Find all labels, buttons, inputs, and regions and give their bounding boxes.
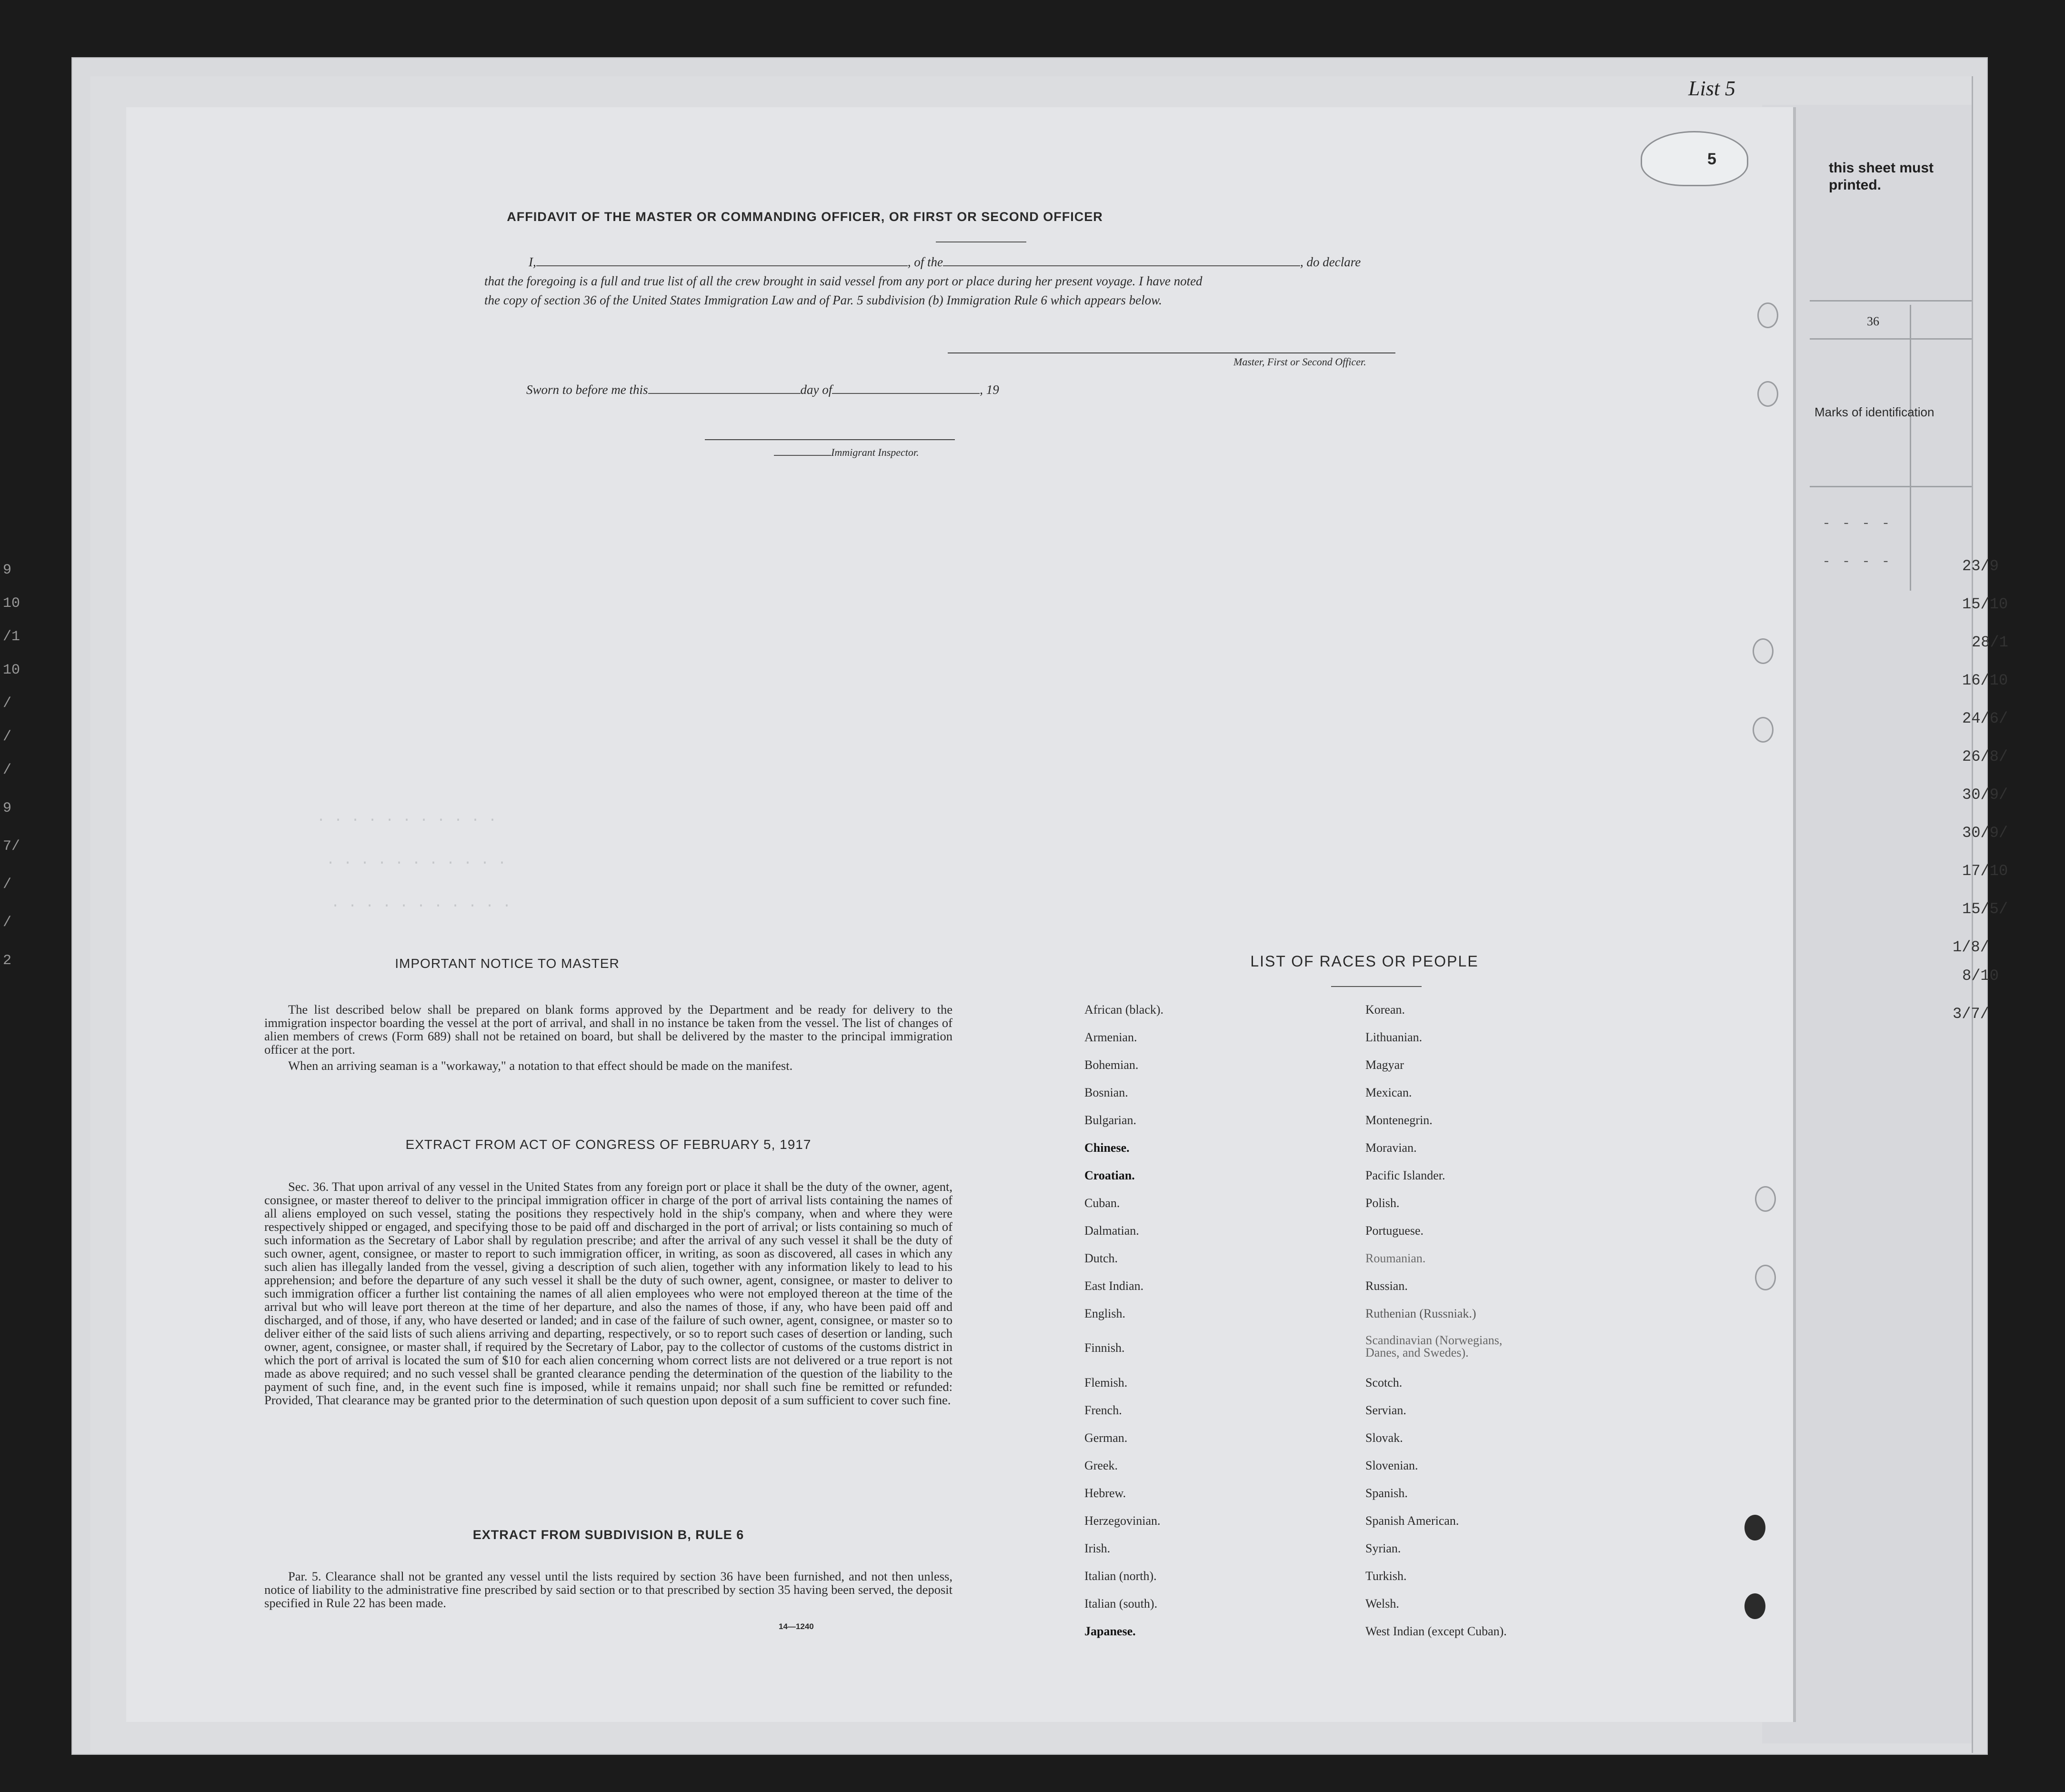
race-right: Servian. [1365,1403,1406,1417]
race-left: Japanese. [1084,1624,1136,1638]
extract-rule-text: Par. 5. Clearance shall not be granted any vessel until the lists required by section 36 have been furnished, and not then unless, notice of liability to the administrative fine prescribed by said section or to that prescribed by section 35 having been served, the deposit specified in Rule 22 has been made. [264,1569,952,1610]
race-left: Flemish. [1084,1376,1128,1389]
races-title: LIST OF RACES OR PEOPLE [1250,953,1479,970]
race-right: Scotch. [1365,1376,1403,1389]
race-right: Ruthenian (Russniak.) [1365,1307,1476,1320]
left-edge-strip: 9 10 /1 10 / / / 9 7/ / / 2 [3,562,20,969]
race-left: African (black). [1084,1003,1164,1017]
punch-hole [1757,302,1778,328]
race-left: Finnish. [1084,1341,1125,1355]
punch-hole [1744,1515,1765,1540]
race-left: Croatian. [1084,1168,1135,1182]
punch-hole [1755,1186,1776,1212]
race-left: Chinese. [1084,1141,1130,1155]
race-left: Italian (south). [1084,1597,1158,1611]
list-label: List 5 [1688,77,1736,100]
notice-text: The list described below shall be prepared on blank forms approved by the Department and be ready for delivery to the immigration inspector boarding the vessel at the port of arrival, and shall in no instance be taken from the vessel. The list of changes of alien members of crews (Form 689) shall not be retained on board, but shall be delivered by the master to the principal immigration officer at the port. When an arriving seaman is a "workaway," a notation to that effect should be made on the manifest. [264,1002,952,1073]
inspector-signature-line [705,439,955,440]
page-tab [1641,131,1748,186]
race-left: Herzegovinian. [1084,1514,1161,1528]
race-right: Turkish. [1365,1569,1407,1583]
date-column-strip: 23/9 15/10 28/1 16/10 24/6/ 26/8/ 30/9/ 30/9/ 17/10 15/5/ 1/8/ 8/10 3/7/ [1953,557,2008,1023]
race-left: French. [1084,1403,1122,1417]
extract-rule-title: EXTRACT FROM SUBDIVISION B, RULE 6 [472,1528,744,1542]
race-right: Spanish American. [1365,1514,1459,1528]
race-right: Moravian. [1365,1141,1417,1155]
race-left: Dutch. [1084,1251,1118,1265]
race-right: Syrian. [1365,1541,1401,1555]
punch-hole [1757,381,1778,407]
race-left: Cuban. [1084,1196,1120,1210]
race-left: Irish. [1084,1541,1111,1555]
race-right: Pacific Islander. [1365,1168,1445,1182]
punch-hole [1753,638,1774,664]
race-right: Russian. [1365,1279,1408,1293]
race-left: Bosnian. [1084,1086,1128,1099]
race-left: English. [1084,1307,1125,1320]
underlying-manifest-sheet: this sheet must printed. 36 Marks of identification - - - - - - - - [1762,105,1972,1743]
races-rule [1331,986,1422,987]
master-signature-line [948,352,1395,353]
race-right: Portuguese. [1365,1224,1424,1238]
sworn-month-blank [832,384,980,394]
affidavit-document-page: 5 · · · · · · · · · · · · · · · · · · · · · · · · · · · · · · · · · AFFIDAVIT OF THE MASTER OR COMMANDING OFFICER, OR FIRST OR SECOND OFFICER I, , of the , do declare that the foregoing is a full and true list of all the crew brought in said vessel from any port or place during her present voyage. I have noted the copy of section 36 of the United States Immigration Law and of Par. 5 subdivision (b) Immigration Rule 6 which appears below. Master, First or Second Officer. Sworn to before me this day of , 19 Immigrant Inspector. IMPORTANT NOTICE TO MASTER The list described below shall be prepared on blank forms approved by the Department and be ready for delivery to the immigration inspector boarding the vessel at the port of arrival, and shall in no instance be taken from the vessel. The list of changes of alien members of crews (Form 689) shall not be retained on board, but shall be delivered by the master to the principal immigration officer at the port. When an arriving seaman is a "workaway," a notation to that effect should be made on the manifest. EXTRACT FROM ACT OF CONGRESS OF FEBRUARY 5, 1917 Sec. 36. That upon arrival of any vessel in the United States from any foreign port or place it shall be the duty of the owner, agent, consignee, or master thereof to deliver to the principal immigration officer in charge of the port of arrival lists containing the names of all aliens employed on such vessel, stating the positions they respectively hold in the ship's company, when and where they were respectively shipped or engaged, and specifying those to be paid off and discharged in the port of arrival; or lists containing so much of such information as the Secretary of Labor shall by regulation prescribe; and after the arrival of any such vessel it shall be the duty of such owner, agent, consignee, or master to report to such immigration officer, in writing, as soon as discovered, all cases in which any such alien has illegally landed from the vessel, giving a description of such alien, together with any information likely to lead to his apprehension; and before the departure of any such vessel it shall be the duty of such owner, agent, consignee, or master to deliver to such immigration officer a further list containing the names of all alien employees who were not employed thereon at the time of the arrival but who will leave port thereon at the time of her departure, and also the names of those, if any, who have been paid off and discharged, and of those, if any, who have deserted or landed; and in case of the failure of such owner, agent, consignee, or master so to deliver either of the said lists of such aliens arriving and departing, respectively, or so to report such cases of desertion or landing, such owner, agent, consignee, or master shall, if required by the Secretary of Labor, pay to the collector of customs of the customs district in which the port of arrival is located the sum of $10 for each alien concerning whom correct lists are not delivered or a true report is not made as above required; and no such vessel shall be granted clearance pending the determination of the question of the liability to the payment of such fine, and, in the event such fine is imposed, while it remains unpaid; nor shall such fine be remitted or refunded: Provided, That clearance may be granted prior to the determination of such question upon deposit of a sum sufficient to cover such fine. EXTRACT FROM SUBDIVISION B, RULE 6 Par. 5. Clearance shall not be granted any vessel until the lists required by section 36 have been furnished, and not then unless, notice of liability to the administrative fine prescribed by said section or to that prescribed by section 35 having been served, the deposit specified in Rule 22 has been made. 14—1240 LIST OF RACES OR PEOPLE African (black). Armenian. Bohemian. Bosnian. Bulgarian. Chinese. Croatian. Cuban. Dalmatian. Dutch. East Indian. English. Finnish. Flemish. French. German. Greek. Hebrew. Herzegovinian. Irish. Italian (north). Italian (south). Japanese. Korean. Lithuanian. Magyar Mexican. Montenegrin. Moravian. Pacific Islander. Polish. Portuguese. Roumanian. Russian. Ruthenian (Russniak.) Scandinavian (Norwegians, Danes, and Swedes). Scotch. Servian. Slovak. Slovenian. Spanish. Spanish American. Syrian. Turkish. Welsh. West Indian (except Cuban). [126,107,1793,1722]
extract-act-text: Sec. 36. That upon arrival of any vessel in the United States from any foreign port or place it shall be the duty of the owner, agent, consignee, or master thereof to deliver to the principal immigration officer in charge of the port of arrival lists containing the names of all aliens employed on such vessel, stating the positions they respectively hold in the ship's company, when and where they were respectively shipped or engaged, and specifying those to be paid off and discharged in the port of arrival; or lists containing so much of such information as the Secretary of Labor shall by regulation prescribe; and after the arrival of any such vessel it shall be the duty of such owner, agent, consignee, or master to report to such immigration officer, in writing, as soon as discovered, all cases in which any such alien has illegally landed from the vessel, giving a description of such alien, together with any information likely to lead to his apprehension; and before the departure of any such vessel it shall be the duty of such owner, agent, consignee, or master to deliver to such immigration officer a further list containing the names of all alien employees who were not employed thereon at the time of the arrival but who will leave port thereon at the time of her departure, and also the names of those, if any, who have been paid off and discharged, and of those, if any, who have deserted or landed; and in case of the failure of such owner, agent, consignee, or master so to deliver either of the said lists of such aliens arriving and departing, respectively, or so to report such cases of desertion or landing, such owner, agent, consignee, or master shall, if required by the Secretary of Labor, pay to the collector of customs of the customs district in which the port of arrival is located the sum of $10 for each alien concerning whom correct lists are not delivered or a true report is not made as above required; and no such vessel shall be granted clearance pending the determination of the question of the liability to the payment of such fine, and, in the event such fine is imposed, while it remains unpaid; nor shall such fine be remitted or refunded: Provided, That clearance may be granted prior to the determination of such question upon deposit of a sum sufficient to cover such fine. [264,1179,952,1407]
column-number: 36 [1867,314,1879,328]
race-right: Welsh. [1365,1597,1399,1611]
punch-hole [1753,717,1774,743]
race-left: German. [1084,1431,1128,1445]
race-right: Magyar [1365,1058,1404,1072]
sheet-notice: this sheet must printed. [1829,160,1934,193]
race-right: Mexican. [1365,1086,1412,1099]
sworn-day-blank [648,384,801,394]
sworn-line: Sworn to before me this day of , 19 [526,383,999,397]
race-right: Roumanian. [1365,1251,1426,1265]
race-left: Hebrew. [1084,1486,1126,1500]
vessel-blank [943,257,1300,266]
master-signature-label: Master, First or Second Officer. [1233,356,1366,368]
punch-hole [1744,1593,1765,1619]
race-left: Armenian. [1084,1030,1137,1044]
race-right: Spanish. [1365,1486,1408,1500]
race-right: Scandinavian (Norwegians, Danes, and Swedes). [1365,1333,1503,1359]
inspector-signature-label: Immigrant Inspector. [774,446,919,459]
punch-hole [1755,1265,1776,1290]
race-left: Greek. [1084,1459,1118,1472]
notice-title: IMPORTANT NOTICE TO MASTER [395,956,620,971]
race-right: Slovak. [1365,1431,1403,1445]
race-left: Bohemian. [1084,1058,1139,1072]
race-right: Montenegrin. [1365,1113,1433,1127]
page-number: 5 [1707,150,1716,168]
form-code: 14—1240 [779,1622,814,1631]
extract-act-title: EXTRACT FROM ACT OF CONGRESS OF FEBRUARY 5, 1917 [405,1137,812,1152]
race-left: Bulgarian. [1084,1113,1137,1127]
race-right: Polish. [1365,1196,1400,1210]
affidavit-title: AFFIDAVIT OF THE MASTER OR COMMANDING OFFICER, OR FIRST OR SECOND OFFICER [507,210,1103,224]
column-header-marks: Marks of identification [1814,405,1935,419]
race-left: Dalmatian. [1084,1224,1139,1238]
race-right: West Indian (except Cuban). [1365,1624,1507,1638]
declaration-line-1: I, , of the , do declare [529,255,1361,269]
race-right: Slovenian. [1365,1459,1418,1472]
race-right: Lithuanian. [1365,1030,1423,1044]
race-left: Italian (north). [1084,1569,1157,1583]
declaration-line-3: the copy of section 36 of the United States Immigration Law and of Par. 5 subdivision (b) Immigration Rule 6 which appears below. [484,293,1162,307]
declaration-line-2: that the foregoing is a full and true list of all the crew brought in said vessel from any port or place during her present voyage. I have noted [484,274,1203,288]
race-left: East Indian. [1084,1279,1144,1293]
name-blank [536,257,908,266]
race-right: Korean. [1365,1003,1405,1017]
